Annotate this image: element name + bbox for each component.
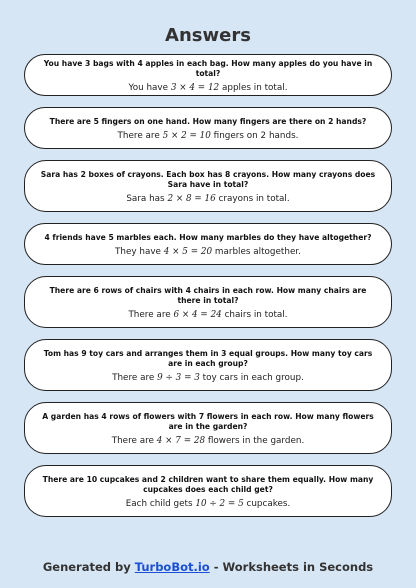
answer-card	[24, 402, 392, 454]
answer-card	[24, 276, 392, 328]
math-expression: 10 ÷ 2 = 5	[195, 498, 244, 509]
math-expression: 6 × 4 = 24	[173, 309, 222, 320]
answer-text: There are 5 × 2 = 10 fingers on 2 hands.	[117, 130, 299, 141]
question-text: There are 5 fingers on one hand. How many fingers are there on 2 hands?	[49, 116, 367, 126]
answer-card	[24, 54, 392, 96]
math-expression: 4 × 7 = 28	[156, 435, 206, 446]
answer-text: There are 4 × 7 = 28 flowers in the garden.	[111, 435, 305, 446]
footer-prefix: Generated by	[42, 560, 135, 574]
footer	[0, 560, 416, 574]
question-text: There are 10 cupcakes and 2 children want to share them equally. How many cupcakes does each child get?	[42, 474, 374, 494]
brand-link[interactable]: TurboBot.io	[134, 560, 210, 574]
math-expression: 4 × 5 = 20	[163, 246, 213, 257]
question-text: Sara has 2 boxes of crayons. Each box has 8 crayons. How many crayons does Sara have in total?	[40, 169, 376, 189]
question-text: Tom has 9 toy cars and arranges them in 3 equal groups. How many toy cars are in each group?	[43, 348, 373, 368]
question-text: 4 friends have 5 marbles each. How many marbles do they have altogether?	[44, 232, 372, 242]
question-text: You have 3 bags with 4 apples in each bag. How many apples do you have in total?	[43, 58, 373, 78]
question-text: There are 6 rows of chairs with 4 chairs in each row. How many chairs are there in total?	[49, 285, 367, 305]
footer-suffix: - Worksheets in Seconds	[209, 560, 374, 574]
answer-text: Sara has 2 × 8 = 16 crayons in total.	[126, 193, 290, 204]
answer-card	[24, 339, 392, 391]
answer-card	[24, 107, 392, 149]
math-expression: 3 × 4 = 12	[170, 82, 220, 93]
answer-card	[24, 160, 392, 212]
answer-card	[24, 465, 392, 517]
math-expression: 2 × 8 = 16	[167, 193, 216, 204]
math-expression: 9 ÷ 3 = 3	[157, 372, 200, 383]
answer-text: They have 4 × 5 = 20 marbles altogether.	[115, 246, 301, 257]
answer-text: Each child gets 10 ÷ 2 = 5 cupcakes.	[125, 498, 291, 509]
answer-text: You have 3 × 4 = 12 apples in total.	[128, 82, 288, 93]
answer-card	[24, 223, 392, 265]
math-expression: 5 × 2 = 10	[162, 130, 211, 141]
page-title: Answers	[165, 25, 251, 46]
answer-list	[24, 54, 392, 528]
answer-text: There are 6 × 4 = 24 chairs in total.	[128, 309, 288, 320]
answer-text: There are 9 ÷ 3 = 3 toy cars in each group.	[112, 372, 304, 383]
question-text: A garden has 4 rows of flowers with 7 flowers in each row. How many flowers are in the garden?	[42, 411, 374, 431]
